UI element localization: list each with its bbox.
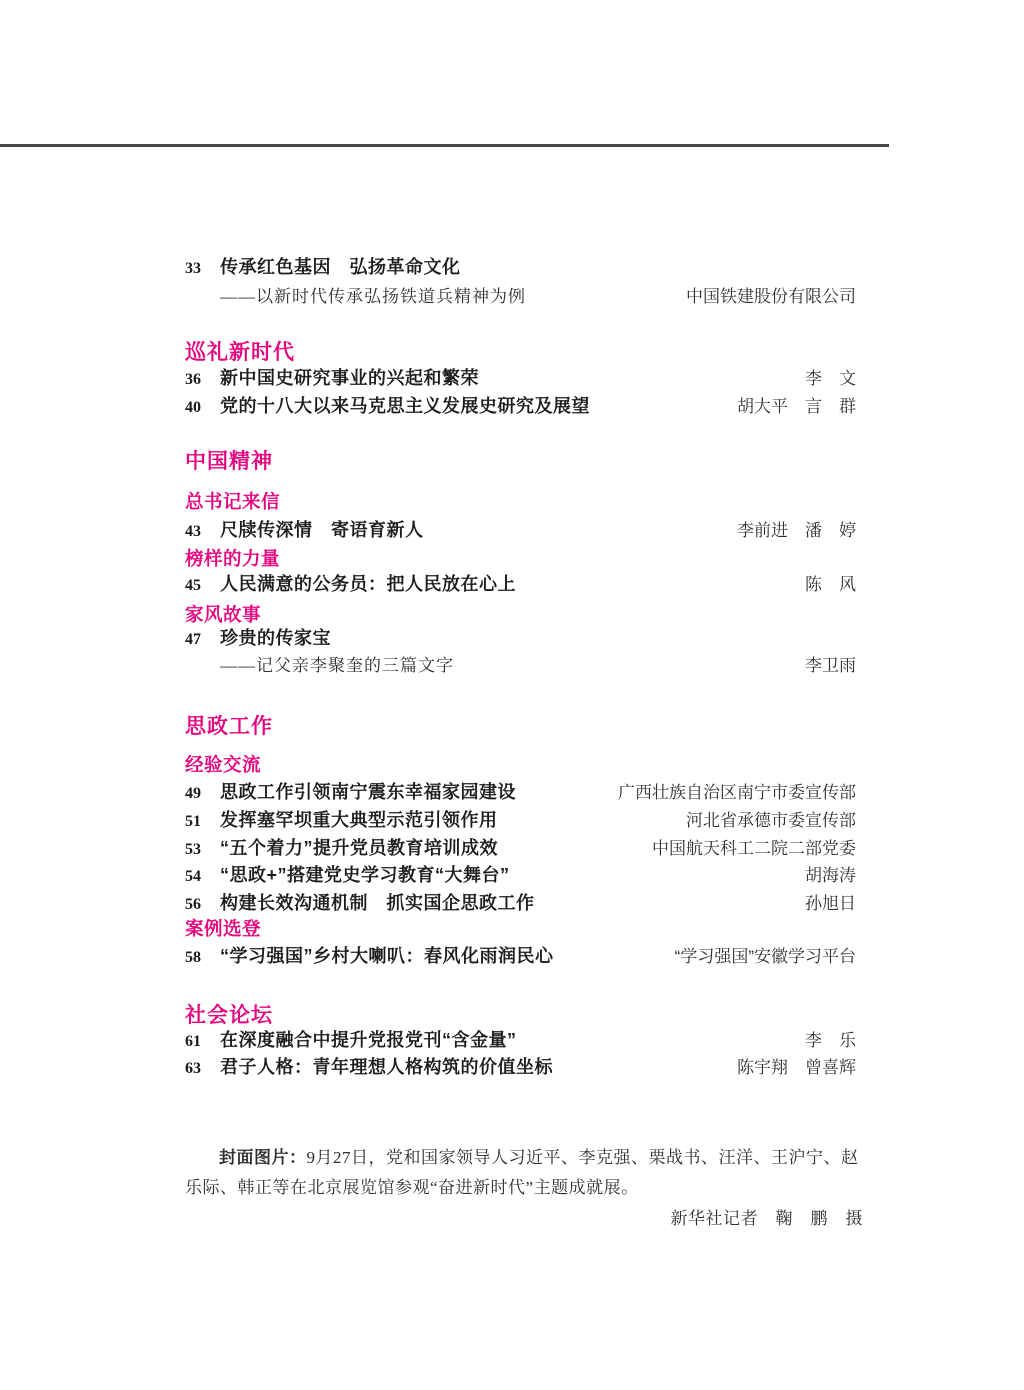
entry-page-number: 53 (185, 841, 201, 858)
entry-author: 孙旭日 (805, 894, 856, 913)
entry-title: 思政工作引领南宁震东幸福家园建设 (220, 782, 516, 802)
toc-entry (185, 364, 856, 390)
entry-author: 李前进 潘 婷 (737, 521, 856, 540)
toc-entry (185, 834, 856, 860)
toc-entry (185, 778, 856, 804)
toc-entry (185, 889, 856, 915)
entry-page-number: 49 (185, 785, 201, 802)
entry-subtitle: ——以新时代传承弘扬铁道兵精神为例 (220, 287, 526, 306)
entry-page-number: 61 (185, 1033, 201, 1050)
toc-entry (185, 516, 856, 542)
entry-author: 李卫雨 (805, 656, 856, 675)
section-header-row (185, 710, 856, 740)
entry-page-number: 33 (185, 260, 201, 277)
entry-author: “学习强国”安徽学习平台 (674, 947, 856, 966)
section-header: 思政工作 (185, 715, 273, 738)
entry-title: 君子人格：青年理想人格构筑的价值坐标 (220, 1057, 553, 1077)
section-header-row (185, 445, 856, 475)
entry-title: 人民满意的公务员：把人民放在心上 (220, 574, 516, 594)
entry-page-number: 54 (185, 868, 201, 885)
subsection-header-row (185, 488, 856, 514)
entry-author: 陈 风 (805, 575, 856, 594)
subsection-header: 总书记来信 (185, 491, 281, 512)
toc-entry (185, 942, 856, 968)
entry-title: 新中国史研究事业的兴起和繁荣 (220, 368, 479, 388)
toc-entry (185, 253, 856, 279)
toc-entry (185, 1053, 856, 1079)
subsection-header: 案例选登 (185, 918, 262, 939)
cover-photo-text: 9月27日，党和国家领导人习近平、李克强、栗战书、汪洋、王沪宁、赵乐际、韩正等在北京展览馆参观“奋进新时代”主题成就展。 (185, 1148, 859, 1197)
toc-entry (185, 570, 856, 596)
section-header: 巡礼新时代 (185, 341, 295, 364)
toc-entry-subtitle (185, 651, 856, 676)
entry-title: “五个着力”提升党员教育培训成效 (220, 838, 498, 858)
entry-page-number: 36 (185, 371, 201, 388)
toc-entry (185, 861, 856, 887)
entry-title: 尺牍传深情 寄语育新人 (220, 520, 424, 540)
subsection-header: 家风故事 (185, 604, 262, 625)
entry-title: 发挥塞罕坝重大典型示范引领作用 (220, 810, 498, 830)
section-header-row (185, 336, 856, 366)
section-header: 社会论坛 (185, 1004, 273, 1027)
entry-page-number: 63 (185, 1060, 201, 1077)
entry-page-number: 58 (185, 949, 201, 966)
entry-page-number: 45 (185, 577, 201, 594)
entry-title: 在深度融合中提升党报党刊“含金量” (220, 1030, 517, 1050)
entry-subtitle: ——记父亲李聚奎的三篇文字 (220, 656, 454, 675)
entry-author: 李 乐 (805, 1031, 856, 1050)
entry-page-number: 56 (185, 896, 201, 913)
entry-author: 李 文 (805, 369, 856, 388)
entry-title: 构建长效沟通机制 抓实国企思政工作 (220, 893, 535, 913)
entry-author: 陈宇翔 曾喜辉 (737, 1058, 856, 1077)
subsection-header: 榜样的力量 (185, 548, 281, 569)
toc-entry (185, 806, 856, 832)
toc-entry (185, 392, 856, 418)
entry-page-number: 51 (185, 813, 201, 830)
cover-photo-note (185, 1143, 863, 1203)
entry-title: 传承红色基因 弘扬革命文化 (220, 257, 461, 277)
subsection-header-row (185, 545, 856, 571)
toc-entry-subtitle (185, 282, 856, 307)
header-rule (0, 144, 889, 147)
photo-credit: 新华社记者 鞠 鹏 摄 (670, 1209, 863, 1228)
entry-author: 河北省承德市委宣传部 (686, 811, 856, 830)
entry-page-number: 43 (185, 523, 201, 540)
section-header: 中国精神 (185, 450, 273, 473)
entry-title: “学习强国”乡村大喇叭：春风化雨润民心 (220, 946, 554, 966)
entry-title: “思政+”搭建党史学习教育“大舞台” (220, 865, 510, 885)
entry-title: 珍贵的传家宝 (220, 628, 331, 648)
subsection-header: 经验交流 (185, 754, 262, 775)
entry-author: 胡海涛 (805, 866, 856, 885)
entry-page-number: 40 (185, 399, 201, 416)
entry-page-number: 47 (185, 631, 201, 648)
subsection-header-row (185, 915, 856, 941)
entry-author: 胡大平 言 群 (737, 397, 856, 416)
cover-photo-label: 封面图片： (219, 1148, 307, 1167)
toc-entry (185, 624, 856, 650)
toc-entry (185, 1026, 856, 1052)
entry-author: 中国铁建股份有限公司 (686, 287, 856, 306)
entry-title: 党的十八大以来马克思主义发展史研究及展望 (220, 396, 590, 416)
section-header-row (185, 999, 856, 1029)
entry-author: 中国航天科工二院二部党委 (652, 839, 856, 858)
entry-author: 广西壮族自治区南宁市委宣传部 (618, 783, 856, 802)
subsection-header-row (185, 751, 856, 777)
